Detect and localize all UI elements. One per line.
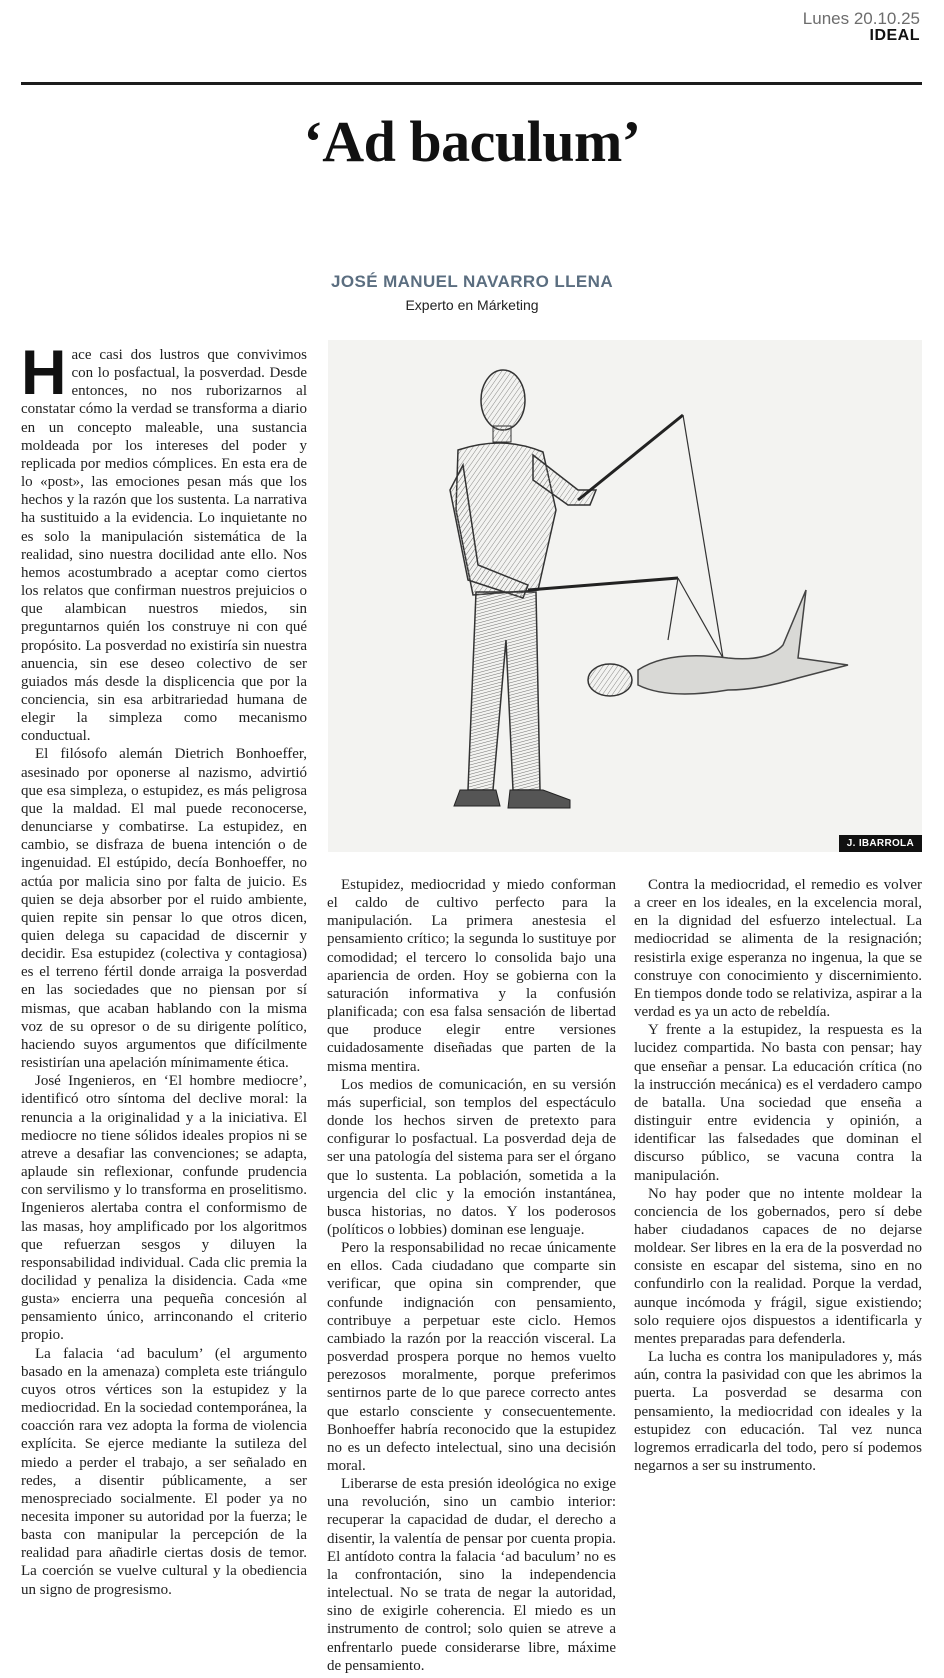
article-column-3 — [634, 876, 922, 1475]
illustration-credit: J. IBARROLA — [839, 835, 922, 852]
article-paragraph: La lucha es contra los manipuladores y, más aún, contra la pasividad con que les abrimos la puerta. La posverdad se desarma con pensamiento, la mediocridad con ideales y la estupidez con educación. Tal vez nunca logremos erradicarla del todo, pero sí podemos negarnos a ser su instrumento. — [634, 1349, 922, 1474]
article-paragraph: Pero la responsabilidad no recae únicamente en ellos. Cada ciudadano que comparte sin verificar, que opina sin comprender, que confunde indignación con pensamiento, contribuye a perpetuar este ciclo. Hemos cambiado la razón por la reacción visceral. La posverdad prospera porque no hemos vuelto perezosos moralmente, porque preferimos sentirnos parte de lo que parece correcto antes que estarlo consciente y consecuentemente. Bonhoeffer habría reconocido que la estupidez no es un defecto intelectual, sino una decisión moral. — [327, 1240, 616, 1474]
drop-cap: H — [21, 338, 67, 408]
masthead — [803, 10, 920, 45]
fishing-man-illustration — [328, 340, 922, 852]
author-name: JOSÉ MANUEL NAVARRO LLENA — [330, 272, 614, 291]
article-paragraph: La falacia ‘ad baculum’ (el argumento basado en la amenaza) completa este triángulo cuyos otros vértices son la estupidez y la mediocridad. En la sociedad contemporánea, la coacción rara vez adopta la forma de violencia explícita. Se ejerce mediante la sutileza del miedo a perder el trabajo, a ser señalado en redes, a disentir públicamente, a ser menospreciado socialmente. El poder ya no necesita imponer su autoridad por la fuerza; le basta con manipular la percepción de la realidad para añadirle ciertas dosis de temor. La coerción se vuelve cultural y la obediencia un signo de progresismo. — [21, 1345, 307, 1598]
article-paragraph: Y frente a la estupidez, la respuesta es la lucidez compartida. No basta con pensar; hay que enseñar a pensar. La educación crítica (no la instrucción mecánica) es el verdadero campo de batalla. Una sociedad que enseña a distinguir entre evidencia y opinión, a identificar las falsedades que dominan el discurso público, se vacuna contra la manipulación. — [634, 1022, 922, 1184]
article-paragraph: Liberarse de esta presión ideológica no exige una revolución, sino un cambio interior: recuperar la capacidad de dudar, el derecho a disentir, la valentía de pensar por cuenta propia. El antídoto contra la falacia ‘ad baculum’ no es la confrontación, sino la independencia intelectual. No se trata de negar la autoridad, sino de exigirle coherencia. El miedo es un instrumento de control; solo quien se atreve a enfrentarlo puede considerarse libre, máxime de pensamiento. — [327, 1476, 616, 1674]
article-column-1 — [21, 338, 307, 1599]
article-paragraph: Estupidez, mediocridad y miedo conforman el caldo de cultivo perfecto para la manipulación. La primera anestesia el pensamiento crítico; la segunda lo sustituye por comodidad; el tercero lo consolida bajo una apariencia de orden. Hoy se gobierna con la saturación informativa y la confusión planificada; con esa falsa sensación de libertad que produce elegir entre versiones cuidadosamente diseñadas que parten de la misma mentira. — [327, 877, 616, 1075]
article-column-2 — [327, 876, 616, 1675]
article-paragraph: José Ingenieros, en ‘El hombre mediocre’, identificó otro síntoma del declive moral: la renuncia a la originalidad y a la iniciativa. El mediocre no tiene sólidos ideales propios ni se atreve a desafiar las convenciones; se adapta, aplaude sin reflexionar, confunde prudencia con servilismo y lo transforma en proselitismo. Ingenieros alertaba contra el conformismo de las masas, hoy amplificado por los algoritmos que refuerzan sesgos y diluyen la responsabilidad individual. Cada clic premia la docilidad y penaliza la disidencia. Cada «me gusta» encierra una pequeña concesión al pensamiento único, arrinconando el criterio propio. — [21, 1073, 307, 1344]
article-title: ‘Ad baculum’ — [303, 109, 641, 174]
issue-date: Lunes 20.10.25 — [802, 9, 920, 28]
article-illustration — [328, 340, 922, 852]
article-paragraph: No hay poder que no intente moldear la conciencia de los gobernados, pero sí debe haber ciudadanos capaces de no dejarse moldear. Ser libres en la era de la posverdad no consiste en escapar del sistema, sino en no confundirlo con la realidad. Porque la verdad, aunque incómoda y frágil, sigue existiendo; solo requiere ojos dispuestos a identificarla y mentes preparadas para defenderla. — [634, 1185, 922, 1347]
newspaper-name: IDEAL — [869, 26, 920, 44]
article-paragraph: Hace casi dos lustros que convivimos con lo posfactual, la posverdad. Desde entonces, no nos ruborizarnos al constatar cómo la verdad se transforma a diario en un concepto maleable, una sustancia moldeada por los intereses del poder y replicada por medios cómplices. En esta era de lo «post», las emociones pesan más que los hechos y la razón que los sustenta. La narrativa ha sustituido a la evidencia. Lo inquietante no es solo la manipulación sistemática de la realidad, sino nuestra docilidad ante ello. Nos hemos acostumbrado a aceptar como ciertos los relatos que confirman nuestros prejuicios o que alambican nuestros miedos, sin preguntarnos quién los construye ni con qué propósito. La posverdad no existiría sin nuestra anuencia, sin ese deseo colectivo de ser guiados más desde la displicencia que por la conciencia, sin esa arbitrariedad humana de elegir la simpleza como mecanismo conductual. — [21, 338, 307, 745]
author-role: Experto en Márketing — [405, 297, 539, 313]
article-paragraph: Los medios de comunicación, en su versión más superficial, son templos del espectáculo donde los hechos sirven de pretexto para configurar lo posfactual. La posverdad deja de ser una patología del sistema para ser el órgano que lo sustenta. La población, sometida a la urgencia del clic y la emoción instantánea, busca historias, no datos. Y los poderosos (políticos o lobbies) dominan ese lenguaje. — [327, 1076, 616, 1238]
article-paragraph: Contra la mediocridad, el remedio es volver a creer en los ideales, en la excelencia moral, en la dignidad del esfuerzo intelectual. La mediocridad se alimenta de la resignación; resistirla exige esperanza no ingenua, la que se construye con conocimiento y discernimiento. En tiempos donde todo se relativiza, aspirar a la verdad es ya un acto de rebeldía. — [634, 877, 922, 1021]
header-rule — [21, 82, 922, 85]
article-paragraph: El filósofo alemán Dietrich Bonhoeffer, asesinado por oponerse al nazismo, advirtió que esa simpleza, o estupidez, es más peligrosa que la maldad. El mal puede reconocerse, denunciarse y combatirse. La estupidez, en cambio, se disfraza de buena intención o de ingenuidad. El estúpido, decía Bonhoeffer, no actúa por malicia sino por falta de juicio. Es quien se deja absorber por el ruido ambiente, quien repite sin pensar lo que otros dicen, quien delega su capacidad de discernir y decidir. Esa estupidez (colectiva y contagiosa) es el terreno fértil donde arraiga la posverdad en las sociedades que no piensan por sí mismas, que acaban hablando con la misma voz de su opresor o de su dirigente político, haciendo suyos argumentos que difícilmente resistirían una apelación mínimamente ética. — [21, 746, 307, 1072]
